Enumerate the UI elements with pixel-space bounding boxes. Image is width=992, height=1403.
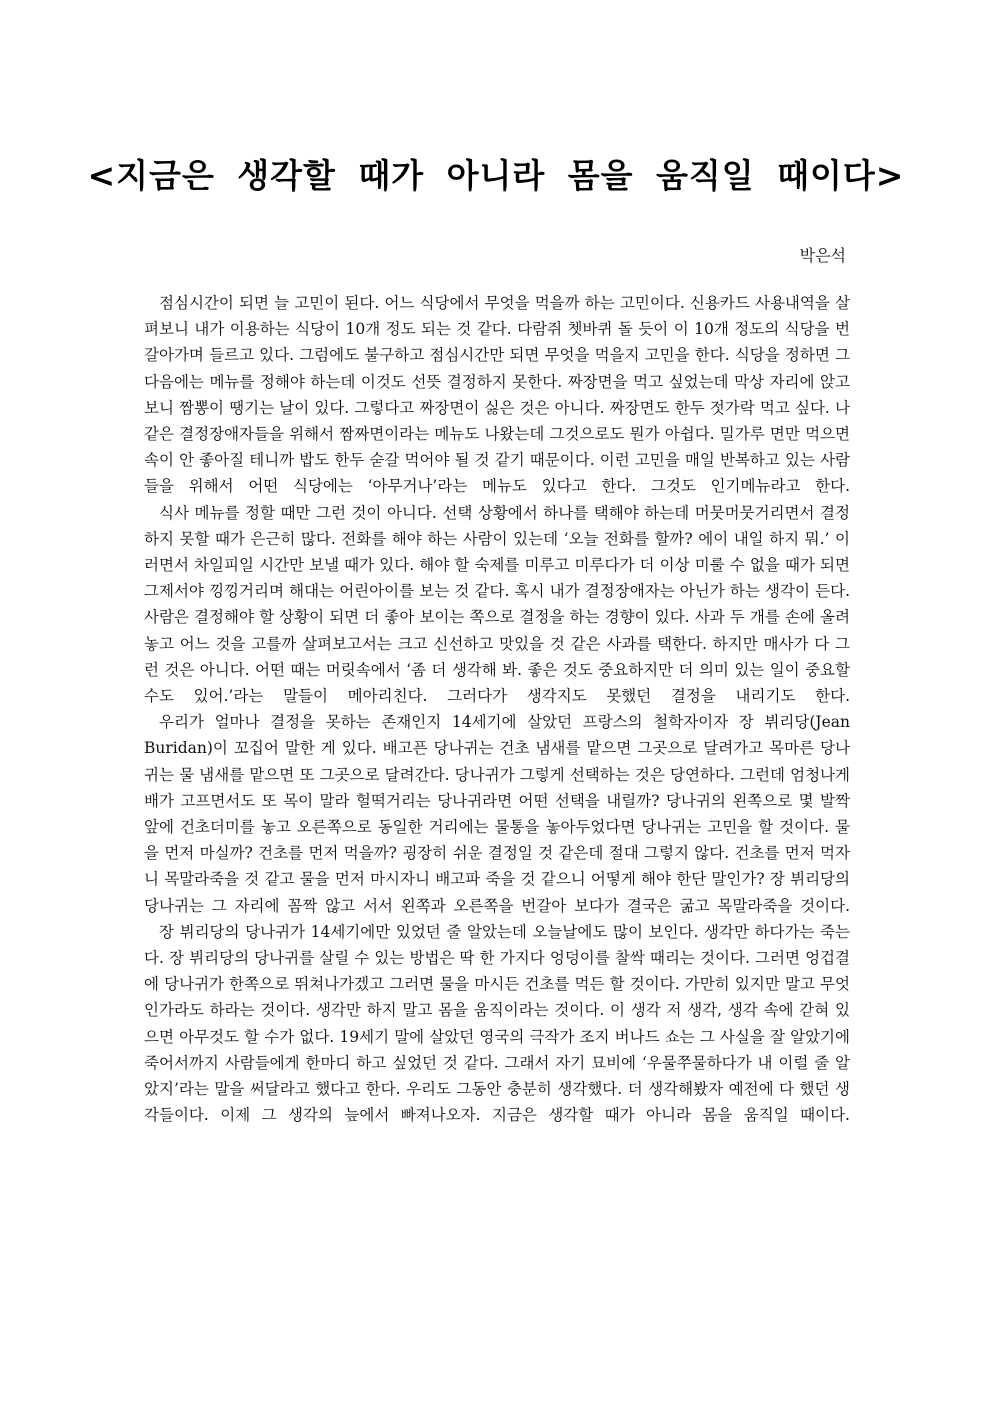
paragraph: 우리가 얼마나 결정을 못하는 존재인지 14세기에 살았던 프랑스의 철학자이자 장 뷔리당(Jean Buridan)이 꼬집어 말한 게 있다. 배고픈 당나귀는 건초 냄새를 맡으면 그곳으로 달려가고 목마른 당나귀는 물 냄새를 맡으면 또 그곳으로 달려간다. 당나귀가 그렇게 선택하는 것은 당연하다. 그런데 엄청나게 배가 고프면서도 또 목이 말라 헐떡거리는 당나귀라면 어떤 선택을 내릴까? 당나귀의 왼쪽으로 몇 발짝 앞에 건초더미를 놓고 오른쪽으로 동일한 거리에는 물통을 놓아두었다면 당나귀는 고민을 할 것이다. 물을 먼저 마실까? 건초를 먼저 먹을까? 굉장히 쉬운 결정일 것 같은데 절대 그렇지 않다. 건초를 먼저 먹자니 목말라죽을 것 같고 물을 먼저 마시자니 배고파 죽을 것 같으니 어떻게 해야 한단 말인가? 장 뷔리당의 당나귀는 그 자리에 꼼짝 않고 서서 왼쪽과 오른쪽을 번갈아 보다가 결국은 굶고 목말라죽을 것이다. [144,713,850,915]
paragraph: 점심시간이 되면 늘 고민이 된다. 어느 식당에서 무엇을 먹을까 하는 고민이다. 신용카드 사용내역을 살펴보니 내가 이용하는 식당이 10개 정도 되는 것 같다. 다람쥐 쳇바퀴 돌 듯이 이 10개 정도의 식당을 번갈아가며 들르고 있다. 그럼에도 불구하고 점심시간만 되면 무엇을 먹을지 고민을 한다. 식당을 정하면 그다음에는 메뉴를 정해야 하는데 이것도 선뜻 결정하지 못한다. 짜장면을 먹고 싶었는데 막상 자리에 앉고 보니 짬뽕이 땡기는 날이 있다. 그렇다고 짜장면이 싫은 것은 아니다. 짜장면도 한두 젓가락 먹고 싶다. 나 같은 결정장애자들을 위해서 짬짜면이라는 메뉴도 나왔는데 그것으로도 뭔가 아쉽다. 밀가루 면만 먹으면 속이 안 좋아질 테니까 밥도 한두 숟갈 먹어야 될 것 같기 때문이다. 이런 고민을 매일 반복하고 있는 사람들을 위해서 어떤 식당에는 ‘아무거나’라는 메뉴도 있다고 한다. 그것도 인기메뉴라고 한다. [144,294,850,496]
paragraph: 장 뷔리당의 당나귀가 14세기에만 있었던 줄 알았는데 오늘날에도 많이 보인다. 생각만 하다가는 죽는다. 장 뷔리당의 당나귀를 살릴 수 있는 방법은 딱 한 가지다 엉덩이를 찰싹 때리는 것이다. 그러면 엉겁결에 당나귀가 한쪽으로 뛰쳐나가겠고 그러면 물을 마시든 건초를 먹든 할 것이다. 가만히 있지만 말고 무엇인가라도 하라는 것이다. 생각만 하지 말고 몸을 움직이라는 것이다. 이 생각 저 생각, 생각 속에 갇혀 있으면 아무것도 할 수가 없다. 19세기 말에 살았던 영국의 극작가 조지 버나드 쇼는 그 사실을 잘 알았기에 죽어서까지 사람들에게 한마디 하고 싶었던 것 같다. 그래서 자기 묘비에 ‘우물쭈물하다가 내 이럴 줄 알았지’라는 말을 써달라고 했다고 한다. 우리도 그동안 충분히 생각했다. 더 생각해봤자 예전에 다 했던 생각들이다. 이제 그 생각의 늪에서 빠져나오자. 지금은 생각할 때가 아니라 몸을 움직일 때이다. [144,922,850,1125]
author-name: 박은석 [799,246,846,265]
essay-body [144,290,850,1129]
document-title: <지금은 생각할 때가 아니라 몸을 움직일 때이다> [87,156,905,195]
paragraph: 식사 메뉴를 정할 때만 그런 것이 아니다. 선택 상황에서 하나를 택해야 하는데 머뭇머뭇거리면서 결정하지 못할 때가 은근히 많다. 전화를 해야 하는 사람이 있는데 ‘오늘 전화를 할까? 에이 내일 하지 뭐.’ 이러면서 차일피일 시간만 보낼 때가 있다. 해야 할 숙제를 미루고 미루다가 더 이상 미룰 수 없을 때가 되면 그제서야 낑낑거리며 해대는 어린아이를 보는 것 같다. 혹시 내가 결정장애자는 아닌가 하는 생각이 든다. 사람은 결정해야 할 상황이 되면 더 좋아 보이는 쪽으로 결정을 하는 경향이 있다. 사과 두 개를 손에 올려놓고 어느 것을 고를까 살펴보고서는 크고 신선하고 맛있을 것 같은 사과를 택한다. 하지만 매사가 다 그런 것은 아니다. 어떤 때는 머릿속에서 ‘좀 더 생각해 봐. 좋은 것도 중요하지만 더 의미 있는 일이 중요할 수도 있어.’라는 말들이 메아리친다. 그러다가 생각지도 못했던 결정을 내리기도 한다. [144,503,850,706]
